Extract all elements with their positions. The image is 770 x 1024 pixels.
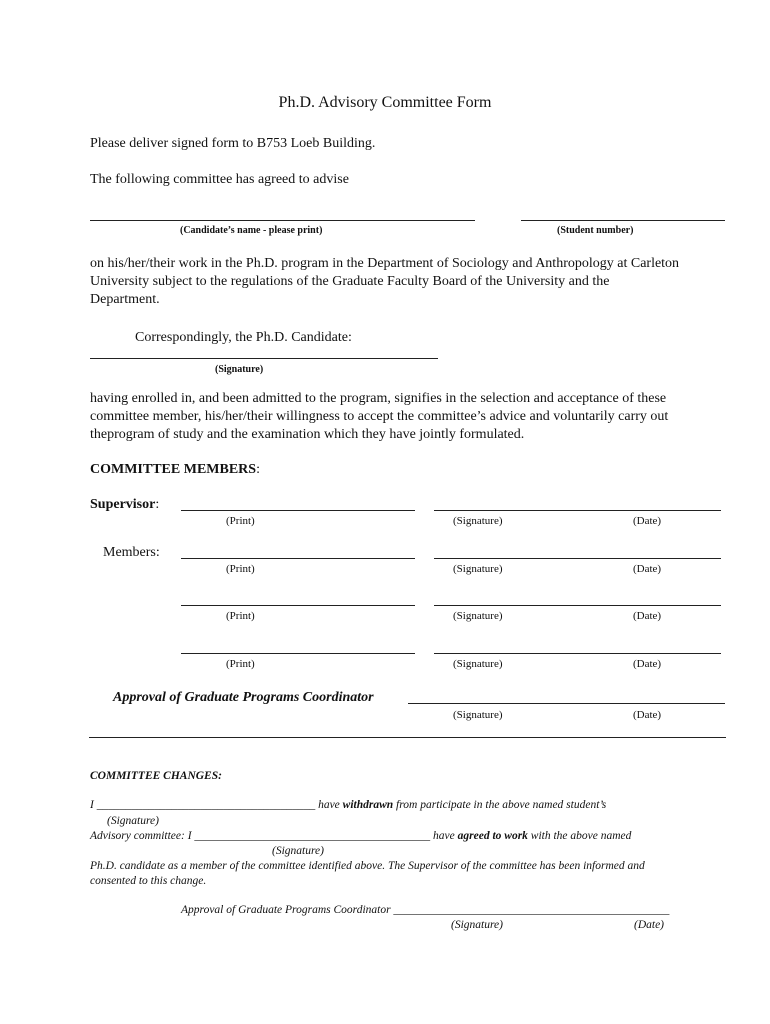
agreed-signature-label: (Signature) <box>272 845 324 857</box>
signature-label: (Signature) <box>453 563 503 575</box>
candidate-signature-label: (Signature) <box>215 364 264 375</box>
date-label: (Date) <box>633 610 662 622</box>
print-label: (Print) <box>226 658 255 670</box>
instruction-text: Please deliver signed form to B753 Loeb Building. <box>90 136 376 151</box>
intro-text: The following committee has agreed to advise <box>90 172 349 187</box>
approval-label: Approval of Graduate Programs Coordinator <box>113 690 374 705</box>
print-label: (Print) <box>226 515 255 527</box>
candidate-name-field[interactable] <box>90 220 475 221</box>
correspondingly-text: Correspondingly, the Ph.D. Candidate: <box>135 330 352 345</box>
body-line: committee member, his/her/their willingness to accept the committee’s advice and voluntarily carry out <box>90 409 669 424</box>
date-label: (Date) <box>633 709 662 721</box>
member-print-field[interactable] <box>181 653 415 654</box>
member-signature-field[interactable] <box>434 558 721 559</box>
print-label: (Print) <box>226 610 255 622</box>
supervisor-label: Supervisor: <box>90 497 160 512</box>
signature-label: (Signature) <box>453 610 503 622</box>
date-label: (Date) <box>633 515 662 527</box>
member-print-field[interactable] <box>181 558 415 559</box>
supervisor-print-field[interactable] <box>181 510 415 511</box>
supervisor-signature-field[interactable] <box>434 510 721 511</box>
body-line: on his/her/their work in the Ph.D. program in the Department of Sociology and Anthropology at Carleton <box>90 256 680 271</box>
date-label: (Date) <box>633 563 662 575</box>
body-line: having enrolled in, and been admitted to the program, signifies in the selection and acceptance of these <box>90 391 667 406</box>
student-number-field[interactable] <box>521 220 725 221</box>
members-label: Members: <box>103 545 160 560</box>
signature-label: (Signature) <box>453 515 503 527</box>
changes-heading: COMMITTEE CHANGES: <box>90 770 222 782</box>
member-signature-field[interactable] <box>434 653 721 654</box>
changes-body-line: consented to this change. <box>90 875 207 887</box>
approval-signature-field[interactable] <box>408 703 725 704</box>
signature-label: (Signature) <box>453 709 503 721</box>
changes-signature-label: (Signature) <box>451 919 503 931</box>
committee-heading: COMMITTEE MEMBERS: <box>90 462 260 477</box>
page-title: Ph.D. Advisory Committee Form <box>278 94 492 111</box>
withdrawn-signature-label: (Signature) <box>107 815 159 827</box>
agreed-line: Advisory committee: I _________________________________________ have agreed to work with the above named <box>90 830 632 842</box>
date-label: (Date) <box>633 658 662 670</box>
section-divider <box>89 737 726 738</box>
body-line: theprogram of study and the examination which they have jointly formulated. <box>90 427 525 442</box>
signature-label: (Signature) <box>453 658 503 670</box>
withdrawn-line: I ______________________________________ have withdrawn from participate in the above named student’s <box>90 799 607 811</box>
print-label: (Print) <box>226 563 255 575</box>
candidate-name-label: (Candidate’s name - please print) <box>180 225 323 236</box>
member-signature-field[interactable] <box>434 605 721 606</box>
candidate-signature-field[interactable] <box>90 358 438 359</box>
changes-approval-line: Approval of Graduate Programs Coordinator ________________________________________________ <box>181 904 670 916</box>
member-print-field[interactable] <box>181 605 415 606</box>
body-line: Department. <box>90 292 160 307</box>
changes-date-label: (Date) <box>634 919 665 931</box>
changes-body-line: Ph.D. candidate as a member of the committee identified above. The Supervisor of the committee has been informed and <box>90 860 645 872</box>
student-number-label: (Student number) <box>557 225 634 236</box>
body-line: University subject to the regulations of the Graduate Faculty Board of the University and the <box>90 274 610 289</box>
